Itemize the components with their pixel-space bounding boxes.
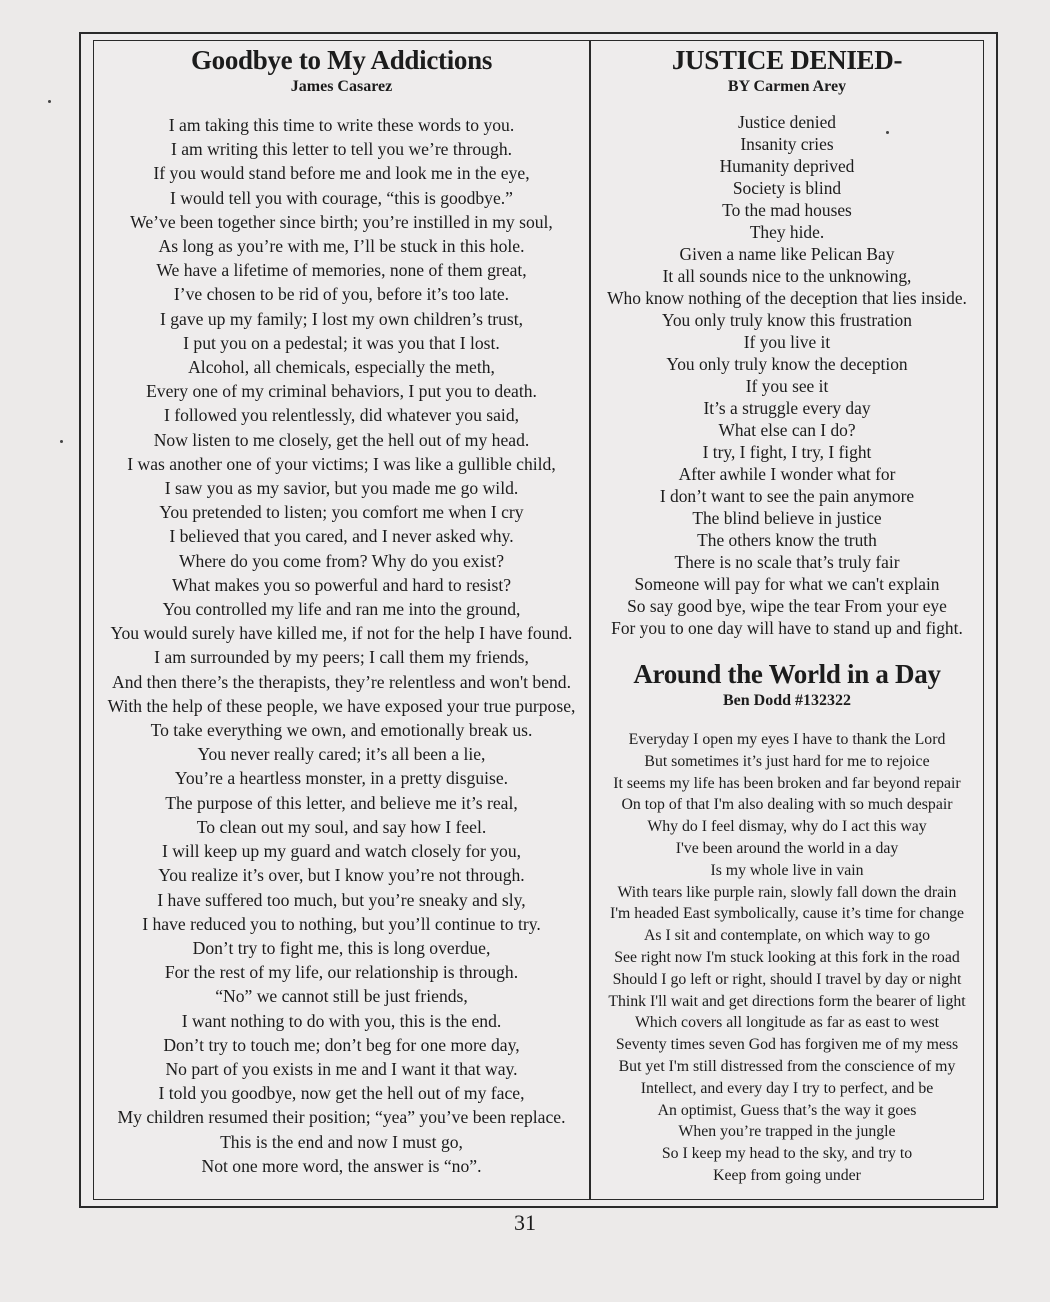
poem-line: You controlled my life and ran me into the ground, (162, 599, 521, 620)
poem-line: You never really cared; it’s all been a lie, (197, 744, 486, 765)
poem-line: The others know the truth (697, 530, 877, 550)
poem-line: It’s a struggle every day (703, 398, 871, 418)
poem-line: Humanity deprived (719, 156, 855, 176)
poem-line: Given a name like Pelican Bay (679, 244, 895, 264)
left-column (93, 40, 590, 1200)
poem-line: I have reduced you to nothing, but you’ll continue to try. (142, 913, 541, 934)
poem-line: You only truly know the deception (666, 354, 908, 374)
scan-speck (48, 100, 51, 103)
poem-line: What else can I do? (718, 420, 856, 440)
poem-line: I told you goodbye, now get the hell out of my face, (158, 1083, 525, 1104)
poem-line: Why do I feel dismay, why do I act this way (647, 818, 927, 836)
poem-line: You would surely have killed me, if not for the help I have found. (110, 623, 573, 644)
poem-line: Alcohol, all chemicals, especially the meth, (188, 357, 495, 378)
poem-line: Justice denied (737, 112, 837, 132)
poem-line: Should I go left or right, should I travel by day or night (612, 970, 962, 988)
poem-line: Which covers all longitude as far as east to west (635, 1014, 939, 1032)
poem-title: Goodbye to My Addictions (190, 45, 493, 75)
poem-line: After awhile I wonder what for (678, 464, 896, 484)
poem-line: If you see it (745, 376, 829, 396)
poem-line: To clean out my soul, and say how I feel. (196, 816, 487, 837)
poem-line: I gave up my family; I lost my own children’s trust, (159, 308, 524, 329)
poem-line: So I keep my head to the sky, and try to (661, 1145, 913, 1163)
poem-line: My children resumed their position; “yea” you’ve been replace. (117, 1107, 566, 1128)
poem-line: Don’t try to fight me, this is long overdue, (192, 937, 491, 958)
poem-line: What makes you so powerful and hard to resist? (171, 574, 512, 595)
poem-line: Think I'll wait and get directions form the bearer of light (608, 992, 966, 1010)
right-column (590, 40, 984, 1200)
poem-line: No part of you exists in me and I want it that way. (165, 1058, 518, 1079)
poem-line: They hide. (749, 222, 825, 242)
poem-line: For you to one day will have to stand up and fight. (611, 618, 963, 638)
poem-author: BY Carmen Arey (727, 78, 847, 95)
poem-line: I've been around the world in a day (675, 839, 899, 857)
poem-line: With the help of these people, we have exposed your true purpose, (107, 695, 576, 716)
poem-line: To the mad houses (722, 200, 852, 220)
poem-line: I put you on a pedestal; it was you that I lost. (183, 332, 500, 353)
poem-title: Around the World in a Day (633, 659, 941, 689)
poem-line: I saw you as my savior, but you made me go wild. (164, 478, 519, 499)
poem-line: I will keep up my guard and watch closely for you, (161, 841, 522, 862)
poem-line: Someone will pay for what we can't explain (634, 574, 940, 594)
poem-lines (94, 113, 589, 1178)
poem-line: “No” we cannot still be just friends, (215, 986, 468, 1007)
poem-author: Ben Dodd #132322 (722, 692, 852, 709)
poem-line: Keep from going under (713, 1166, 861, 1184)
poem-line: Seventy times seven God has forgiven me of my mess (615, 1036, 959, 1054)
scan-speck (60, 440, 63, 443)
poem-line: I try, I fight, I try, I fight (702, 442, 872, 462)
poem-line: To take everything we own, and emotionally break us. (150, 720, 533, 741)
poem-line: As long as you’re with me, I’ll be stuck in this hole. (158, 236, 525, 257)
poem-line: I am taking this time to write these words to you. (168, 115, 515, 135)
poem-title: JUSTICE DENIED- (671, 45, 903, 75)
poem-line: We’ve been together since birth; you’re instilled in my soul, (130, 211, 553, 232)
poem-line: You realize it’s over, but I know you’re not through. (158, 865, 525, 886)
poem-line: I want nothing to do with you, this is the end. (181, 1010, 502, 1031)
poem-line: I am writing this letter to tell you we’re through. (170, 139, 513, 160)
poem-lines (591, 729, 983, 1187)
poem-line: And then there’s the therapists, they’re relentless and won't bend. (111, 671, 571, 692)
poem-line: But yet I'm still distressed from the conscience of my (618, 1057, 956, 1075)
poem-line: I followed you relentlessly, did whatever you said, (163, 405, 520, 426)
poem-line: You pretended to listen; you comfort me when I cry (159, 502, 524, 523)
poem-line: With tears like purple rain, slowly fall down the drain (617, 883, 957, 901)
poem-line: So say good bye, wipe the tear From your eye (627, 596, 947, 616)
poem-line: Who know nothing of the deception that lies inside. (607, 288, 967, 308)
poem-line: I have suffered too much, but you’re sneaky and sly, (157, 889, 526, 910)
scan-speck (886, 131, 889, 134)
poem-line: An optimist, Guess that’s the way it goes (657, 1101, 917, 1119)
poem-line: I would tell you with courage, “this is goodbye.” (169, 187, 513, 208)
poem-line: When you’re trapped in the jungle (678, 1123, 896, 1141)
poem-line: You’re a heartless monster, in a pretty disguise. (174, 768, 509, 789)
poem-line: It all sounds nice to the unknowing, (662, 266, 912, 286)
poem-line: But sometimes it’s just hard for me to rejoice (644, 752, 930, 770)
poem-line: As I sit and contemplate, on which way to go (643, 927, 931, 945)
poem-author: James Casarez (290, 78, 393, 95)
poem-line: We have a lifetime of memories, none of them great, (156, 260, 527, 281)
page-number: 31 (514, 1210, 536, 1235)
poem-line: The blind believe in justice (692, 508, 882, 528)
page-frame (79, 32, 998, 1208)
poem-line: I don’t want to see the pain anymore (659, 486, 915, 506)
poem-line: Insanity cries (740, 134, 834, 154)
poem-line: This is the end and now I must go, (220, 1131, 463, 1152)
poem-line: It seems my life has been broken and far beyond repair (613, 774, 961, 792)
poem-line: Now listen to me closely, get the hell out of my head. (153, 429, 530, 450)
poem-line: Every one of my criminal behaviors, I put you to death. (146, 381, 537, 402)
poem-line: I believed that you cared, and I never asked why. (169, 526, 514, 547)
poem-line: I am surrounded by my peers; I call them my friends, (154, 647, 529, 668)
poem-line: For the rest of my life, our relationship is through. (164, 962, 519, 983)
poem-line: Everyday I open my eyes I have to thank the Lord (628, 731, 946, 748)
poem-line: I’ve chosen to be rid of you, before it’s too late. (173, 284, 510, 305)
poem-line: If you would stand before me and look me in the eye, (153, 163, 530, 184)
poem-line: I was another one of your victims; I was like a gullible child, (127, 453, 556, 474)
poem-line: Society is blind (732, 178, 842, 198)
poem-line: Don’t try to touch me; don’t beg for one more day, (163, 1034, 520, 1055)
poem-line: See right now I'm stuck looking at this fork in the road (614, 948, 960, 966)
poem-lines (591, 111, 983, 639)
poem-line: Where do you come from? Why do you exist? (178, 550, 505, 571)
poem-line: Not one more word, the answer is “no”. (201, 1155, 482, 1176)
poem-line: Is my whole live in vain (710, 861, 864, 879)
poem-line: On top of that I'm also dealing with so much despair (621, 796, 953, 814)
poem-line: The purpose of this letter, and believe me it’s real, (165, 792, 518, 813)
poem-line: You only truly know this frustration (662, 310, 912, 330)
poem-line: Intellect, and every day I try to perfect, and be (640, 1079, 934, 1097)
poem-line: There is no scale that’s truly fair (674, 552, 900, 572)
poem-line: I'm headed East symbolically, cause it’s time for change (609, 905, 965, 923)
poem-line: If you live it (743, 332, 831, 352)
